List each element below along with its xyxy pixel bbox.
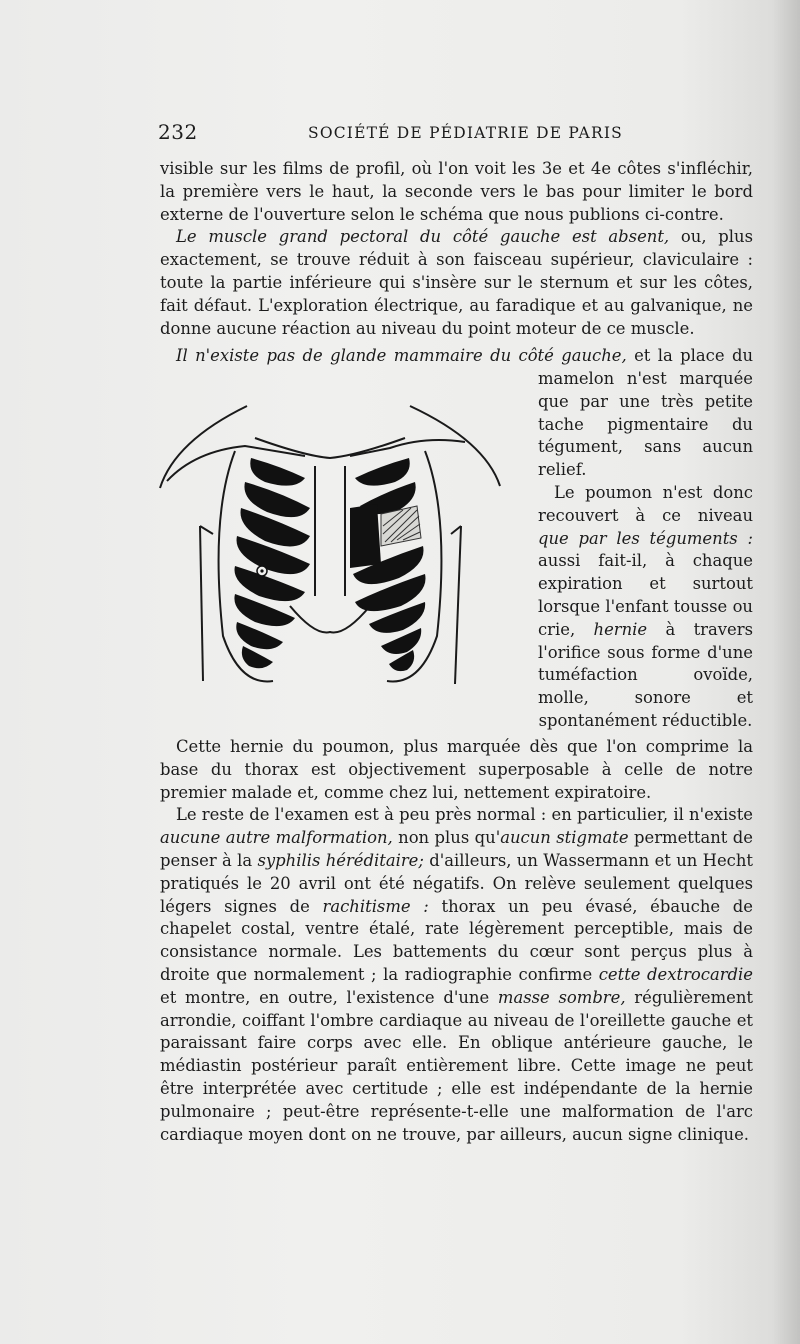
paragraph-3-first-line (176, 345, 753, 368)
paragraph-5-text-b: non plus qu' (392, 828, 501, 848)
paragraph-2-italic: Le muscle grand pectoral du côté gauche est absent, (176, 227, 670, 247)
wrap-paragraph-2-italic-2: hernie (593, 619, 648, 639)
paragraph-1 (160, 158, 753, 226)
text-block-bottom (160, 736, 753, 1146)
paragraph-5-italic-6: masse sombre, (497, 987, 626, 1007)
paragraph-5 (160, 804, 753, 1146)
paragraph-2-text: ou, plus exactement, se trouve réduit à son faisceau supérieur, claviculaire : toute la partie inférieure qui s'insère sur le sternum et sur les côtes, fait défaut. L'exploration électrique, au faradique et au galvanique, ne donne aucune réaction au niveau du point moteur de ce muscle. (160, 227, 753, 338)
left-arm-line (200, 526, 203, 681)
paragraph-3-italic: Il n'existe pas de glande mammaire du côté gauche, (176, 346, 627, 365)
paragraph-5-italic-5: cette dextrocardie (598, 964, 753, 984)
right-shoulder-line (410, 406, 500, 486)
paragraph-5-text-c: permettant de penser à la (160, 828, 753, 870)
thorax-drawing (155, 396, 515, 696)
paragraph-4-text: Cette hernie du poumon, plus marquée dès que l'on comprime la base du thorax est objectivement superposable à celle de notre premier malade et, comme chez lui, nettement expiratoire. (160, 737, 753, 802)
page-edge-shadow (772, 0, 800, 1344)
paragraph-4 (160, 736, 753, 804)
text-wrap-column (538, 368, 753, 733)
wrap-paragraph-2 (538, 482, 753, 733)
paragraph-5-italic-4: rachitisme : (322, 896, 429, 916)
thorax-schema-figure (155, 396, 515, 696)
paragraph-5-italic-3: syphilis héréditaire; (257, 850, 424, 870)
wrap-paragraph-1-text: mamelon n'est marquée que par une très petite tache pigmentaire du tégument, sans aucun relief. (538, 369, 753, 480)
wrap-paragraph-2-text-a: Le poumon n'est donc recouvert à ce niveau (538, 482, 753, 525)
rib-right-gap-fill (350, 504, 381, 568)
left-arm-tick (200, 526, 213, 534)
rib-left-2 (244, 482, 310, 517)
sternum-outline (315, 466, 345, 596)
paragraph-5-text-e: thorax un peu évasé, ébauche de chapelet costal, ventre étalé, rate légèrement perceptible, mais de consistance normale. Les battements du cœur sont perçus plus à droite que normalement ; la radiographie confirme (160, 896, 753, 984)
paragraph-1-text: visible sur les films de profil, où l'on voit les 3e et 4e côtes s'infléchir, la première vers le haut, la seconde vers le bas pour limiter le bord externe de l'ouverture selon le schéma que nous publions ci-contre. (160, 159, 753, 224)
wrap-paragraph-1 (538, 368, 753, 482)
sternal-notch-line (255, 438, 405, 458)
paragraph-5-text-f: et montre, en outre, l'existence d'une (160, 987, 498, 1007)
right-arm-line (455, 526, 461, 684)
costal-arch-line (290, 606, 370, 632)
rib-left-1 (250, 458, 305, 486)
paragraph-5-text-d: d'ailleurs, un Wassermann et un Hecht pratiqués le 20 avril ont été négatifs. On relève seulement quelques légers signes de (160, 850, 753, 916)
page-number: 232 (158, 120, 198, 144)
paragraph-5-italic-1: aucune autre malformation, (160, 828, 393, 848)
running-header (158, 120, 753, 144)
journal-title: SOCIÉTÉ DE PÉDIATRIE DE PARIS (308, 124, 623, 142)
wrap-paragraph-2-italic: que par les téguments : (538, 528, 753, 548)
rib-left-8 (242, 646, 273, 668)
paragraph-5-text-g: régulièrement arrondie, coiffant l'ombre cardiaque au niveau de l'oreillette gauche et paraissant faire corps avec elle. En oblique antérieure gauche, le médiastin postérieur paraît entièrement libre. Cette image ne peut être interprétée avec certitude ; elle est indépendante de la hernie pulmonaire ; peut-être représente-t-elle une malformation de l'arc cardiaque moyen dont on ne trouve, par ailleurs, aucun signe clinique. (160, 987, 753, 1144)
paragraph-2 (160, 226, 753, 340)
right-arm-tick (451, 526, 461, 534)
paragraph-5-text-a: Le reste de l'examen est à peu près normal : en particulier, il n'existe (176, 805, 753, 825)
wrap-paragraph-2-text-c: à travers l'orifice sous forme d'une tuméfaction ovoïde, molle, sonore et spontanément réductible. (538, 619, 753, 730)
paragraph-5-italic-2: aucun stigmate (500, 828, 629, 848)
paragraph-3-text: et la place du (626, 346, 753, 365)
right-clavicle-outline (350, 440, 465, 456)
text-block-top (160, 158, 753, 340)
rib-right-1 (355, 458, 410, 486)
wrap-paragraph-2-text-b: aussi fait-il, à chaque expiration et surtout lorsque l'enfant tousse ou crie, (538, 551, 753, 639)
